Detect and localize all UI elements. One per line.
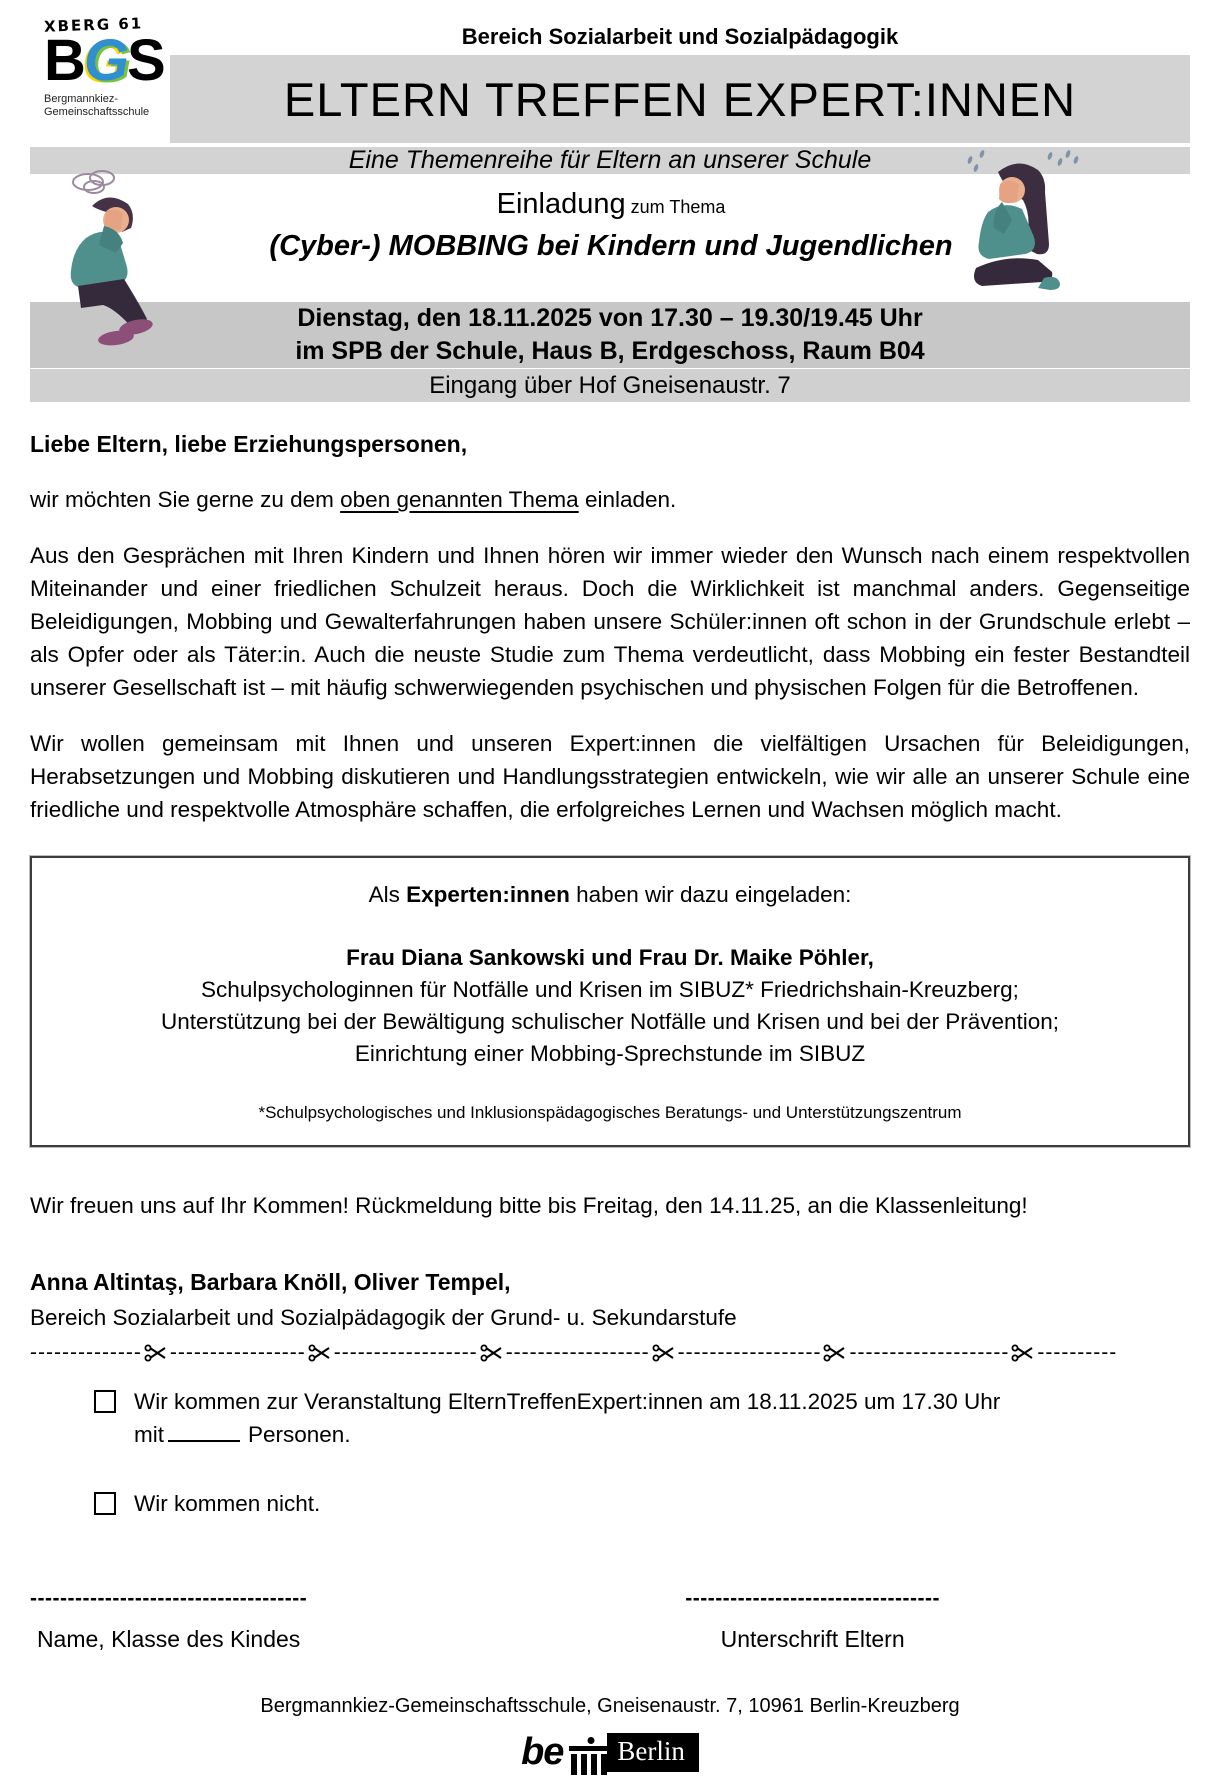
department-line: Bereich Sozialarbeit und Sozialpädagogik <box>461 24 899 49</box>
cut-line-dashes: -------------- <box>30 1341 142 1364</box>
paragraph-1: Aus den Gesprächen mit Ihren Kindern und Ihnen hören wir immer wieder den Wunsch nach einem respektvollen Miteinander und einer friedlichen Schulzeit heraus. Doch die Wirklichkeit ist manchmal anders. Gegenseitige Beleidigungen, Mobbing und Gewalterfahrungen haben unsere Schüler:innen oft schon in der Grundschule erlebt – als Opfer oder als Täter:in. Auch die neuste Studie zum Thema verdeutlicht, dass Mobbing ein fester Bestandteil unserer Gesellschaft ist – mit häufig schwerwiegenden psychischen und physischen Folgen für die Betroffenen. <box>30 543 1190 700</box>
logo-letter-b: B <box>44 28 84 93</box>
be-text: be <box>521 1730 564 1773</box>
scissors-icon <box>308 1344 332 1362</box>
cut-line-dashes: ------------------ <box>333 1341 478 1364</box>
cut-line-dashes: ----------------- <box>169 1341 306 1364</box>
persons-count-blank <box>168 1420 240 1442</box>
event-date-band <box>30 302 1190 368</box>
rsvp-line: Wir freuen uns auf Ihr Kommen! Rückmeldung bitte bis Freitag, den 14.11.25, an die Klassenleitung! <box>30 1193 1028 1218</box>
sad-person-illustration <box>36 166 176 356</box>
salutation: Liebe Eltern, liebe Erziehungspersonen, <box>30 431 468 457</box>
experts-heading: Als Experten:innen haben wir dazu eingeladen: <box>368 882 852 907</box>
cut-line-dashes: ------------------ <box>677 1341 822 1364</box>
berlin-badge: Berlin <box>607 1733 699 1772</box>
underlined-topic-reference: oben genannten Thema <box>340 487 579 512</box>
signature-child: ------------------------------------- Name, Klasse des Kindes <box>30 1587 308 1652</box>
signature-row <box>30 1582 1190 1656</box>
page-title: ELTERN TREFFEN EXPERT:INNEN <box>283 72 1077 126</box>
experts-box <box>30 856 1190 1147</box>
invitation-label: Einladung zum Thema <box>496 188 726 220</box>
title-band <box>170 55 1190 143</box>
signers-role: Bereich Sozialarbeit und Sozialpädagogik der Grund- u. Sekundarstufe <box>30 1305 737 1330</box>
scissors-icon <box>144 1344 168 1362</box>
subtitle-band: Eine Themenreihe für Eltern an unserer Schule <box>30 147 1190 174</box>
signature-parents: ---------------------------------- Unterschrift Eltern <box>685 1587 940 1652</box>
experts-role-1: Schulpsychologinnen für Notfälle und Krisen im SIBUZ* Friedrichshain-Kreuzberg; <box>201 977 1019 1002</box>
reply-option-yes-text: Wir kommen zur Veranstaltung ElternTreffenExpert:innen am 18.11.2025 um 17.30 Uhr mit Personen. <box>134 1389 1001 1447</box>
event-where: im SPB der Schule, Haus B, Erdgeschoss, Raum B04 <box>295 337 925 365</box>
reply-option-yes <box>94 1385 1190 1451</box>
crying-person-illustration <box>940 150 1095 298</box>
logo-xberg-text: XBERG 61 <box>43 14 144 36</box>
cut-line-dashes: ------------------ <box>505 1341 650 1364</box>
experts-role-2: Unterstützung bei der Bewältigung schulischer Notfälle und Krisen und bei der Prävention; <box>160 1009 1060 1034</box>
sibuz-footnote: *Schulpsychologisches und Inklusionspädagogisches Beratungs- und Unterstützungszentrum <box>258 1103 962 1122</box>
logo-letter-g: G <box>83 28 128 93</box>
school-logo <box>30 4 170 142</box>
cut-line <box>30 1336 1190 1369</box>
header <box>0 0 1222 402</box>
experts-names: Frau Diana Sankowski und Frau Dr. Maike Pöhler, <box>346 945 874 970</box>
experts-role-3: Einrichtung einer Mobbing-Sprechstunde im SIBUZ <box>354 1041 866 1066</box>
invitation-topic: (Cyber-) MOBBING bei Kindern und Jugendlichen <box>269 230 953 262</box>
school-address: Bergmannkiez-Gemeinschaftsschule, Gneisenaustr. 7, 10961 Berlin-Kreuzberg <box>260 1695 960 1717</box>
event-entrance: Eingang über Hof Gneisenaustr. 7 <box>30 369 1190 402</box>
cut-line-dashes: ---------- <box>1037 1341 1118 1364</box>
reply-option-no <box>94 1487 1190 1520</box>
logo-letter-s: S <box>127 28 164 93</box>
checkbox-attend <box>94 1390 116 1413</box>
intro-line: wir möchten Sie gerne zu dem oben genannten Thema einladen. <box>30 487 677 512</box>
signers: Anna Altintaş, Barbara Knöll, Oliver Tempel, <box>30 1269 511 1295</box>
scissors-icon <box>1011 1344 1035 1362</box>
event-when: Dienstag, den 18.11.2025 von 17.30 – 19.30/19.45 Uhr <box>297 304 923 332</box>
cut-line-dashes: -------------------- <box>849 1341 1010 1364</box>
paragraph-2: Wir wollen gemeinsam mit Ihnen und unseren Expert:innen die vielfältigen Ursachen für Beleidigungen, Herabsetzungen und Mobbing diskutieren und Handlungsstrategien entwickeln, wie wir alle an unserer Schule eine friedliche und respektvolle Atmosphäre schaffen, die erfolgreiches Lernen und Wachsen möglich macht. <box>30 731 1190 822</box>
scissors-icon <box>480 1344 504 1362</box>
scissors-icon <box>823 1344 847 1362</box>
letter-body <box>0 428 1222 1777</box>
reply-option-no-text: Wir kommen nicht. <box>134 1491 321 1516</box>
checkbox-decline <box>94 1492 116 1515</box>
scissors-icon <box>652 1344 676 1362</box>
logo-school-name: Bergmannkiez- Gemeinschaftsschule <box>44 93 150 118</box>
logo-bgs-letters <box>44 28 170 93</box>
be-berlin-logo <box>30 1727 1190 1777</box>
